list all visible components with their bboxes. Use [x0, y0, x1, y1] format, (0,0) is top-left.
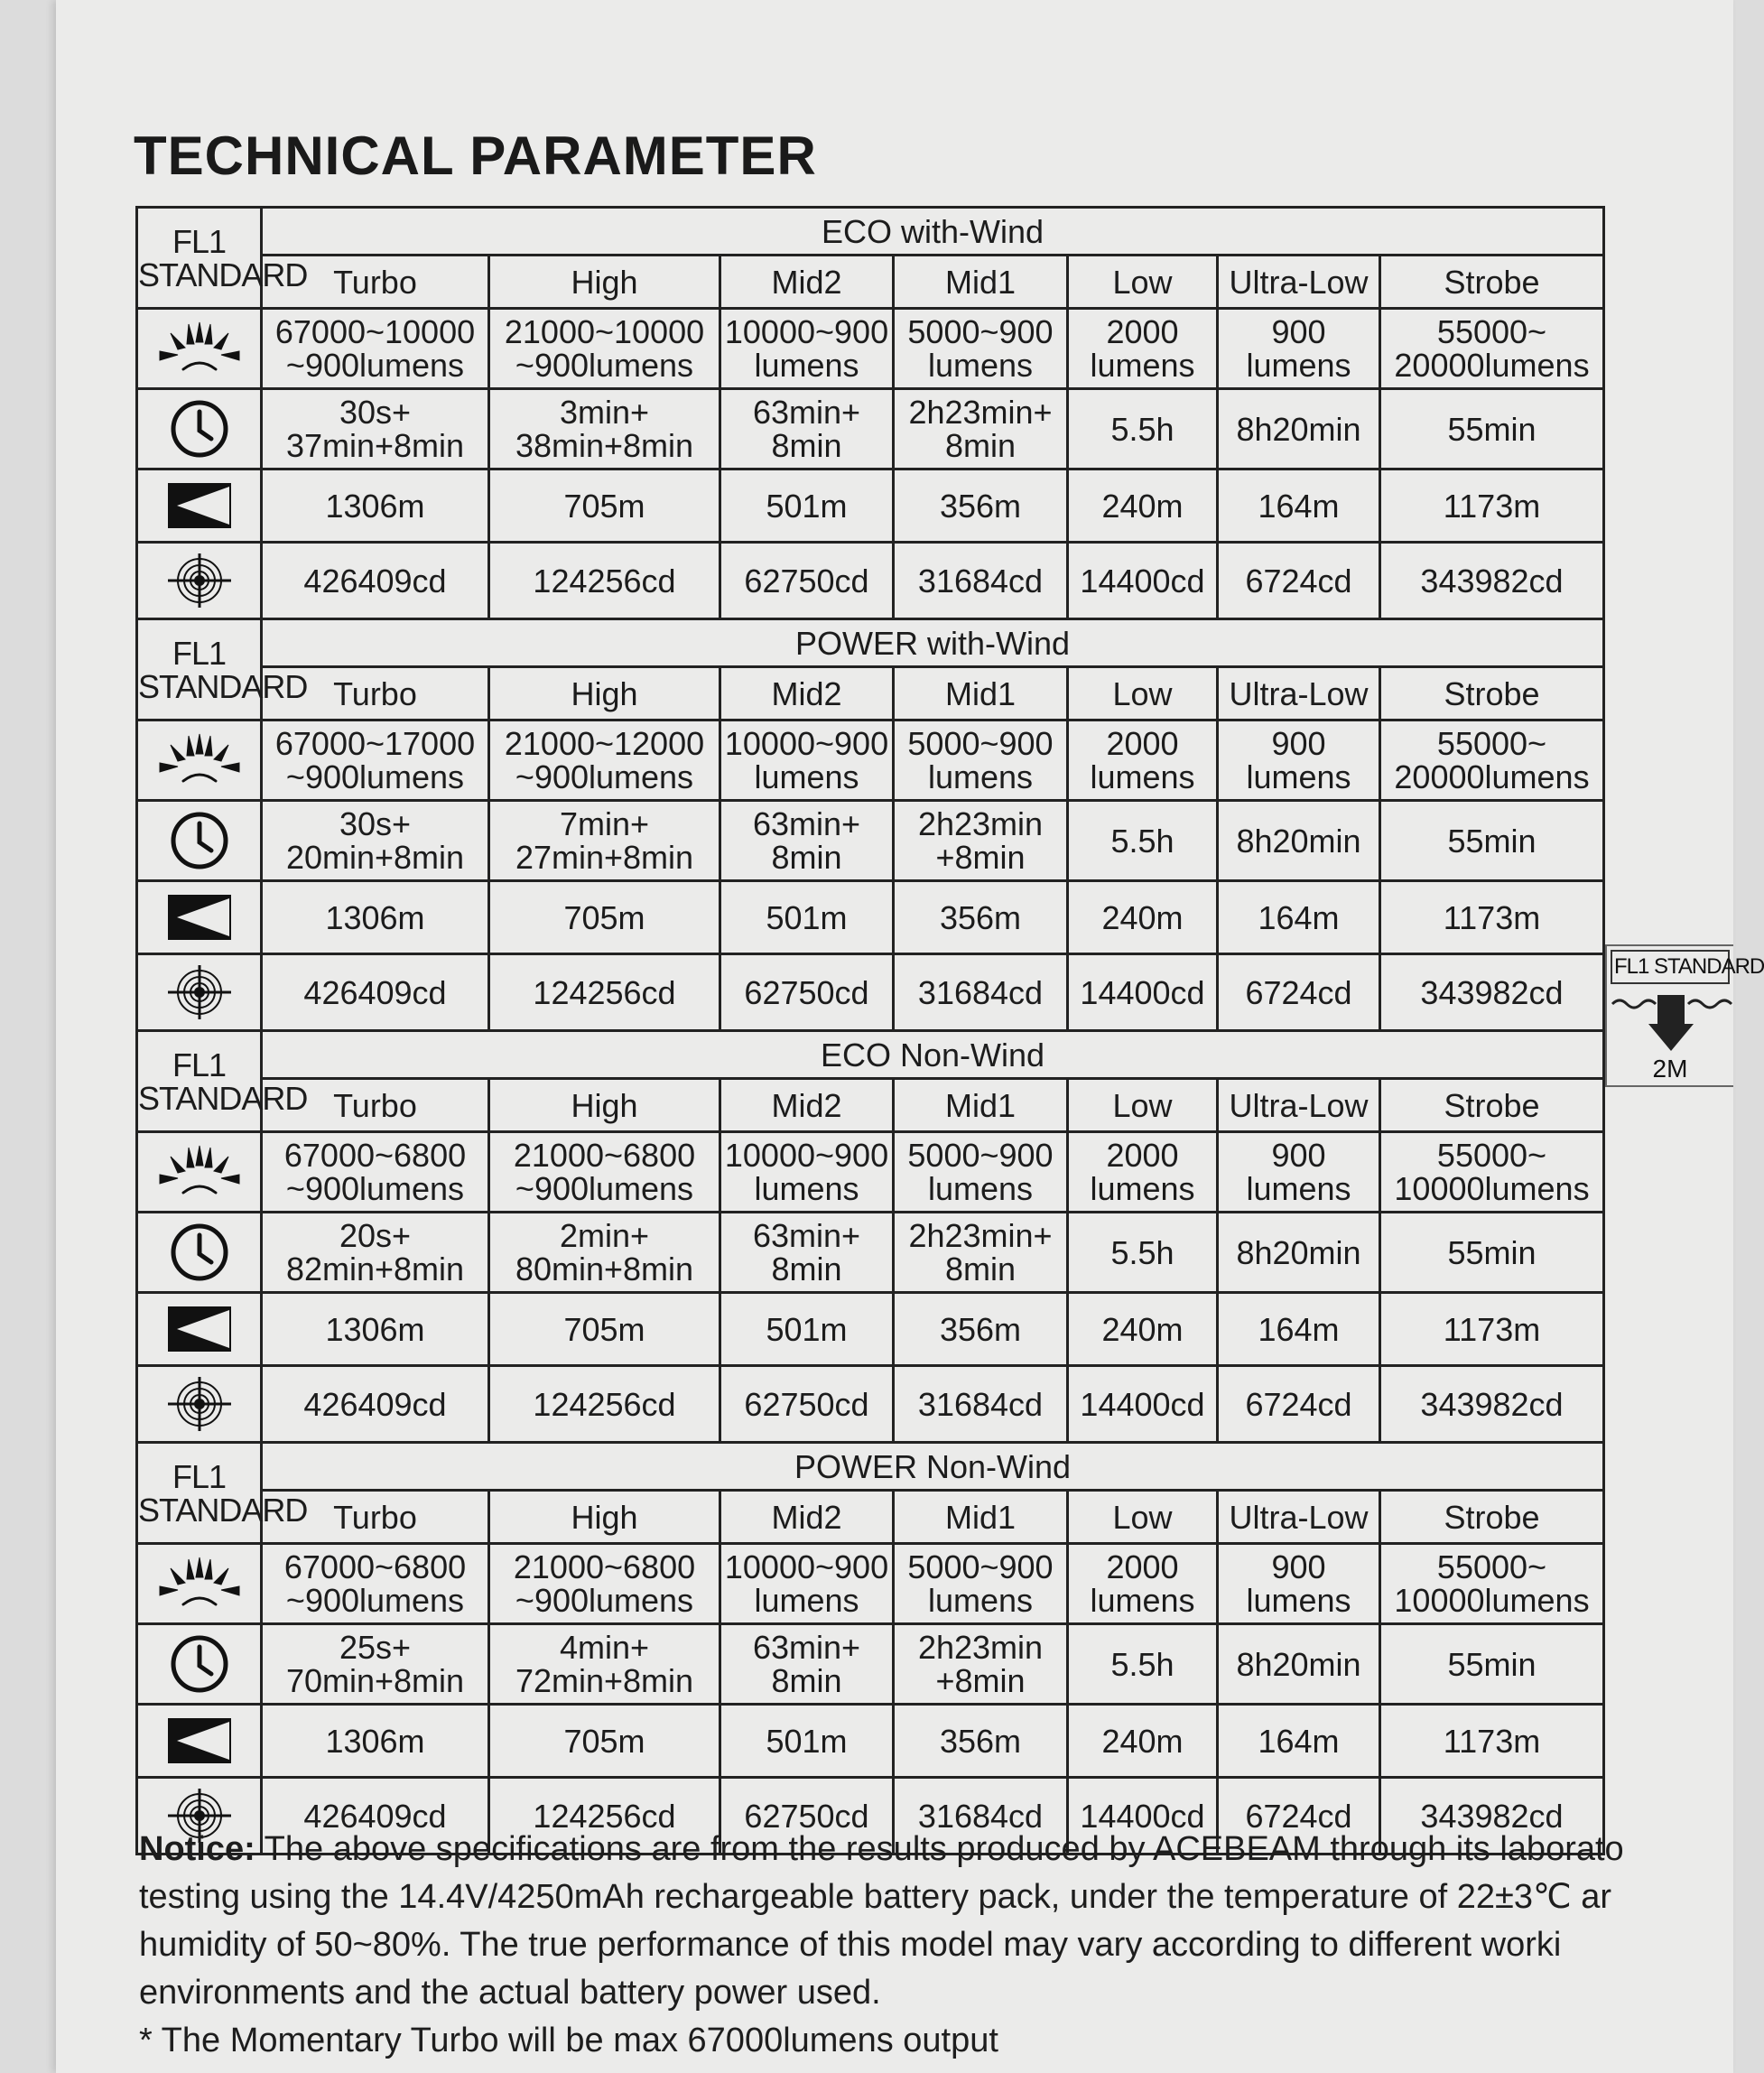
runtime-row: [137, 389, 1604, 469]
runtime-cell: 30s+ 20min+8min: [262, 801, 489, 881]
mode-header: Mid1: [894, 667, 1068, 720]
distance-cell: 501m: [720, 1293, 894, 1366]
runtime-cell: 25s+ 70min+8min: [262, 1624, 489, 1705]
mode-header-row: [137, 256, 1604, 309]
notice-label: Notice:: [139, 1830, 255, 1868]
light-output-icon: [137, 720, 262, 801]
lumens-cell: 2000 lumens: [1068, 1132, 1218, 1213]
mode-header: Turbo: [262, 1079, 489, 1132]
intensity-cell: 62750cd: [720, 1366, 894, 1443]
distance-cell: 705m: [489, 469, 720, 543]
intensity-cell: 426409cd: [262, 954, 489, 1031]
notice-text: [139, 1826, 1733, 2065]
runtime-cell: 4min+ 72min+8min: [489, 1624, 720, 1705]
runtime-cell: 63min+ 8min: [720, 1213, 894, 1293]
mode-header: High: [489, 1079, 720, 1132]
mode-header: Strobe: [1380, 1491, 1604, 1544]
section-title: ECO with-Wind: [262, 208, 1604, 256]
mode-header: Low: [1068, 667, 1218, 720]
section-title: POWER with-Wind: [262, 619, 1604, 667]
distance-cell: 1173m: [1380, 1705, 1604, 1778]
distance-cell: 705m: [489, 881, 720, 954]
distance-cell: 1173m: [1380, 469, 1604, 543]
beam-distance-icon: [137, 469, 262, 543]
intensity-cell: 62750cd: [720, 543, 894, 619]
section-title-row: [137, 1443, 1604, 1491]
runtime-cell: 30s+ 37min+8min: [262, 389, 489, 469]
distance-cell: 1173m: [1380, 881, 1604, 954]
distance-cell: 356m: [894, 469, 1068, 543]
mode-header: Mid1: [894, 1491, 1068, 1544]
distance-cell: 501m: [720, 1705, 894, 1778]
mode-header: High: [489, 256, 720, 309]
distance-cell: 1306m: [262, 469, 489, 543]
runtime-row: [137, 1213, 1604, 1293]
lumens-cell: 10000~900 lumens: [720, 720, 894, 801]
lumens-row: [137, 309, 1604, 389]
distance-cell: 164m: [1218, 1705, 1380, 1778]
mode-header: Mid2: [720, 1491, 894, 1544]
distance-cell: 356m: [894, 881, 1068, 954]
lumens-cell: 67000~10000 ~900lumens: [262, 309, 489, 389]
intensity-cell: 6724cd: [1218, 1366, 1380, 1443]
intensity-cell: 343982cd: [1380, 1366, 1604, 1443]
runtime-row: [137, 801, 1604, 881]
mode-header: Mid2: [720, 667, 894, 720]
mode-header: Low: [1068, 1079, 1218, 1132]
mode-header: Ultra-Low: [1218, 1079, 1380, 1132]
intensity-cell: 124256cd: [489, 543, 720, 619]
intensity-cell: 343982cd: [1380, 954, 1604, 1031]
runtime-cell: 5.5h: [1068, 801, 1218, 881]
intensity-cell: 31684cd: [894, 543, 1068, 619]
runtime-cell: 2h23min+ 8min: [894, 389, 1068, 469]
distance-cell: 501m: [720, 881, 894, 954]
lumens-cell: 5000~900 lumens: [894, 1132, 1068, 1213]
distance-cell: 164m: [1218, 881, 1380, 954]
intensity-cell: 62750cd: [720, 954, 894, 1031]
mode-header: Ultra-Low: [1218, 1491, 1380, 1544]
distance-cell: 356m: [894, 1705, 1068, 1778]
lumens-cell: 900 lumens: [1218, 1544, 1380, 1624]
intensity-row: [137, 1366, 1604, 1443]
lumens-cell: 55000~ 20000lumens: [1380, 720, 1604, 801]
intensity-cell: 6724cd: [1218, 543, 1380, 619]
distance-cell: 1173m: [1380, 1293, 1604, 1366]
clock-icon: [137, 801, 262, 881]
runtime-cell: 63min+ 8min: [720, 1624, 894, 1705]
lumens-row: [137, 1544, 1604, 1624]
mode-header: High: [489, 667, 720, 720]
mode-header: Ultra-Low: [1218, 667, 1380, 720]
lumens-cell: 55000~ 20000lumens: [1380, 309, 1604, 389]
runtime-cell: 63min+ 8min: [720, 801, 894, 881]
intensity-cell: 426409cd: [262, 543, 489, 619]
mode-header-row: [137, 1491, 1604, 1544]
runtime-cell: 20s+ 82min+8min: [262, 1213, 489, 1293]
fl1-standard-label: FL1 STANDARD: [137, 1031, 262, 1132]
mode-header-row: [137, 1079, 1604, 1132]
intensity-cell: 6724cd: [1218, 954, 1380, 1031]
fl1-standard-label: FL1 STANDARD: [137, 1443, 262, 1544]
intensity-row: [137, 954, 1604, 1031]
lumens-cell: 67000~17000 ~900lumens: [262, 720, 489, 801]
light-output-icon: [137, 1544, 262, 1624]
fl1-standard-label: FL1 STANDARD: [137, 208, 262, 309]
target-intensity-icon: [137, 954, 262, 1031]
intensity-cell: 31684cd: [894, 954, 1068, 1031]
mode-header: Mid2: [720, 256, 894, 309]
distance-row: [137, 1293, 1604, 1366]
fl1-standard-label: FL1 STANDARD: [1611, 950, 1730, 984]
beam-distance-icon: [137, 1293, 262, 1366]
mode-header: Mid2: [720, 1079, 894, 1132]
lumens-cell: 5000~900 lumens: [894, 1544, 1068, 1624]
mode-header: Mid1: [894, 1079, 1068, 1132]
runtime-cell: 3min+ 38min+8min: [489, 389, 720, 469]
intensity-cell: 426409cd: [262, 1366, 489, 1443]
lumens-cell: 21000~6800 ~900lumens: [489, 1544, 720, 1624]
lumens-cell: 5000~900 lumens: [894, 309, 1068, 389]
runtime-cell: 2h23min+ 8min: [894, 1213, 1068, 1293]
target-intensity-icon: [137, 1366, 262, 1443]
runtime-cell: 8h20min: [1218, 389, 1380, 469]
intensity-cell: 14400cd: [1068, 954, 1218, 1031]
mode-header: Strobe: [1380, 256, 1604, 309]
impact-resistance-icon: [1607, 984, 1735, 1056]
section-title-row: [137, 1031, 1604, 1079]
lumens-cell: 67000~6800 ~900lumens: [262, 1132, 489, 1213]
lumens-cell: 67000~6800 ~900lumens: [262, 1544, 489, 1624]
intensity-cell: 426409cd: [262, 1778, 489, 1855]
section-title-row: [137, 208, 1604, 256]
distance-cell: 1306m: [262, 1293, 489, 1366]
lumens-cell: 10000~900 lumens: [720, 1544, 894, 1624]
runtime-cell: 63min+ 8min: [720, 389, 894, 469]
distance-cell: 705m: [489, 1705, 720, 1778]
lumens-cell: 5000~900 lumens: [894, 720, 1068, 801]
lumens-cell: 55000~ 10000lumens: [1380, 1132, 1604, 1213]
distance-row: [137, 881, 1604, 954]
runtime-cell: 7min+ 27min+8min: [489, 801, 720, 881]
runtime-cell: 55min: [1380, 1213, 1604, 1293]
runtime-cell: 55min: [1380, 801, 1604, 881]
lumens-cell: 10000~900 lumens: [720, 1132, 894, 1213]
runtime-cell: 55min: [1380, 389, 1604, 469]
runtime-cell: 2h23min +8min: [894, 801, 1068, 881]
intensity-cell: 343982cd: [1380, 1778, 1604, 1855]
distance-row: [137, 469, 1604, 543]
mode-header: Mid1: [894, 256, 1068, 309]
lumens-cell: 21000~10000 ~900lumens: [489, 309, 720, 389]
distance-row: [137, 1705, 1604, 1778]
intensity-cell: 343982cd: [1380, 543, 1604, 619]
mode-header: Low: [1068, 1491, 1218, 1544]
light-output-icon: [137, 309, 262, 389]
mode-header: Strobe: [1380, 1079, 1604, 1132]
runtime-cell: 2h23min +8min: [894, 1624, 1068, 1705]
intensity-cell: 124256cd: [489, 1778, 720, 1855]
intensity-cell: 6724cd: [1218, 1778, 1380, 1855]
page-title: TECHNICAL PARAMETER: [134, 125, 817, 186]
runtime-cell: 8h20min: [1218, 1624, 1380, 1705]
notice-line: testing using the 14.4V/4250mAh rechargeable battery pack, under the temperature of 22±3℃ ar: [139, 1878, 1611, 1916]
distance-cell: 164m: [1218, 1293, 1380, 1366]
notice-line: The above specifications are from the results produced by ACEBEAM through its laborato: [264, 1830, 1624, 1868]
lumens-cell: 900 lumens: [1218, 720, 1380, 801]
lumens-row: [137, 1132, 1604, 1213]
runtime-cell: 5.5h: [1068, 389, 1218, 469]
mode-header: Strobe: [1380, 667, 1604, 720]
distance-cell: 240m: [1068, 881, 1218, 954]
distance-cell: 240m: [1068, 1705, 1218, 1778]
runtime-row: [137, 1624, 1604, 1705]
mode-header: High: [489, 1491, 720, 1544]
intensity-cell: 14400cd: [1068, 1366, 1218, 1443]
technical-parameter-table: [135, 206, 1605, 1855]
lumens-cell: 900 lumens: [1218, 1132, 1380, 1213]
mode-header: Turbo: [262, 256, 489, 309]
lumens-cell: 900 lumens: [1218, 309, 1380, 389]
beam-distance-icon: [137, 881, 262, 954]
beam-distance-icon: [137, 1705, 262, 1778]
distance-cell: 240m: [1068, 469, 1218, 543]
lumens-cell: 21000~12000 ~900lumens: [489, 720, 720, 801]
lumens-cell: 55000~ 10000lumens: [1380, 1544, 1604, 1624]
runtime-cell: 55min: [1380, 1624, 1604, 1705]
drop-height-value: 2M: [1652, 1055, 1688, 1083]
clock-icon: [137, 1213, 262, 1293]
distance-cell: 705m: [489, 1293, 720, 1366]
intensity-cell: 14400cd: [1068, 1778, 1218, 1855]
lumens-cell: 2000 lumens: [1068, 309, 1218, 389]
mode-header: Ultra-Low: [1218, 256, 1380, 309]
intensity-cell: 31684cd: [894, 1366, 1068, 1443]
intensity-row: [137, 543, 1604, 619]
section-title: ECO Non-Wind: [262, 1031, 1604, 1079]
intensity-cell: 31684cd: [894, 1778, 1068, 1855]
fl1-impact-badge: [1605, 944, 1764, 1087]
mode-header: Turbo: [262, 1491, 489, 1544]
lumens-cell: 2000 lumens: [1068, 720, 1218, 801]
runtime-cell: 2min+ 80min+8min: [489, 1213, 720, 1293]
distance-cell: 240m: [1068, 1293, 1218, 1366]
footnote: * The Momentary Turbo will be max 67000lumens output: [139, 2022, 998, 2059]
fl1-standard-label: FL1 STANDARD: [137, 619, 262, 720]
intensity-cell: 14400cd: [1068, 543, 1218, 619]
lumens-row: [137, 720, 1604, 801]
clock-icon: [137, 389, 262, 469]
lumens-cell: 2000 lumens: [1068, 1544, 1218, 1624]
runtime-cell: 5.5h: [1068, 1624, 1218, 1705]
runtime-cell: 8h20min: [1218, 801, 1380, 881]
clock-icon: [137, 1624, 262, 1705]
distance-cell: 501m: [720, 469, 894, 543]
section-title: POWER Non-Wind: [262, 1443, 1604, 1491]
runtime-cell: 5.5h: [1068, 1213, 1218, 1293]
notice-line: environments and the actual battery power used.: [139, 1974, 881, 2012]
distance-cell: 1306m: [262, 1705, 489, 1778]
notice-line: humidity of 50~80%. The true performance of this model may vary according to different worki: [139, 1926, 1562, 1964]
distance-cell: 164m: [1218, 469, 1380, 543]
lumens-cell: 10000~900 lumens: [720, 309, 894, 389]
mode-header: Low: [1068, 256, 1218, 309]
intensity-cell: 62750cd: [720, 1778, 894, 1855]
target-intensity-icon: [137, 543, 262, 619]
runtime-cell: 8h20min: [1218, 1213, 1380, 1293]
distance-cell: 356m: [894, 1293, 1068, 1366]
lumens-cell: 21000~6800 ~900lumens: [489, 1132, 720, 1213]
mode-header-row: [137, 667, 1604, 720]
intensity-cell: 124256cd: [489, 1366, 720, 1443]
mode-header: Turbo: [262, 667, 489, 720]
section-title-row: [137, 619, 1604, 667]
distance-cell: 1306m: [262, 881, 489, 954]
intensity-cell: 124256cd: [489, 954, 720, 1031]
light-output-icon: [137, 1132, 262, 1213]
